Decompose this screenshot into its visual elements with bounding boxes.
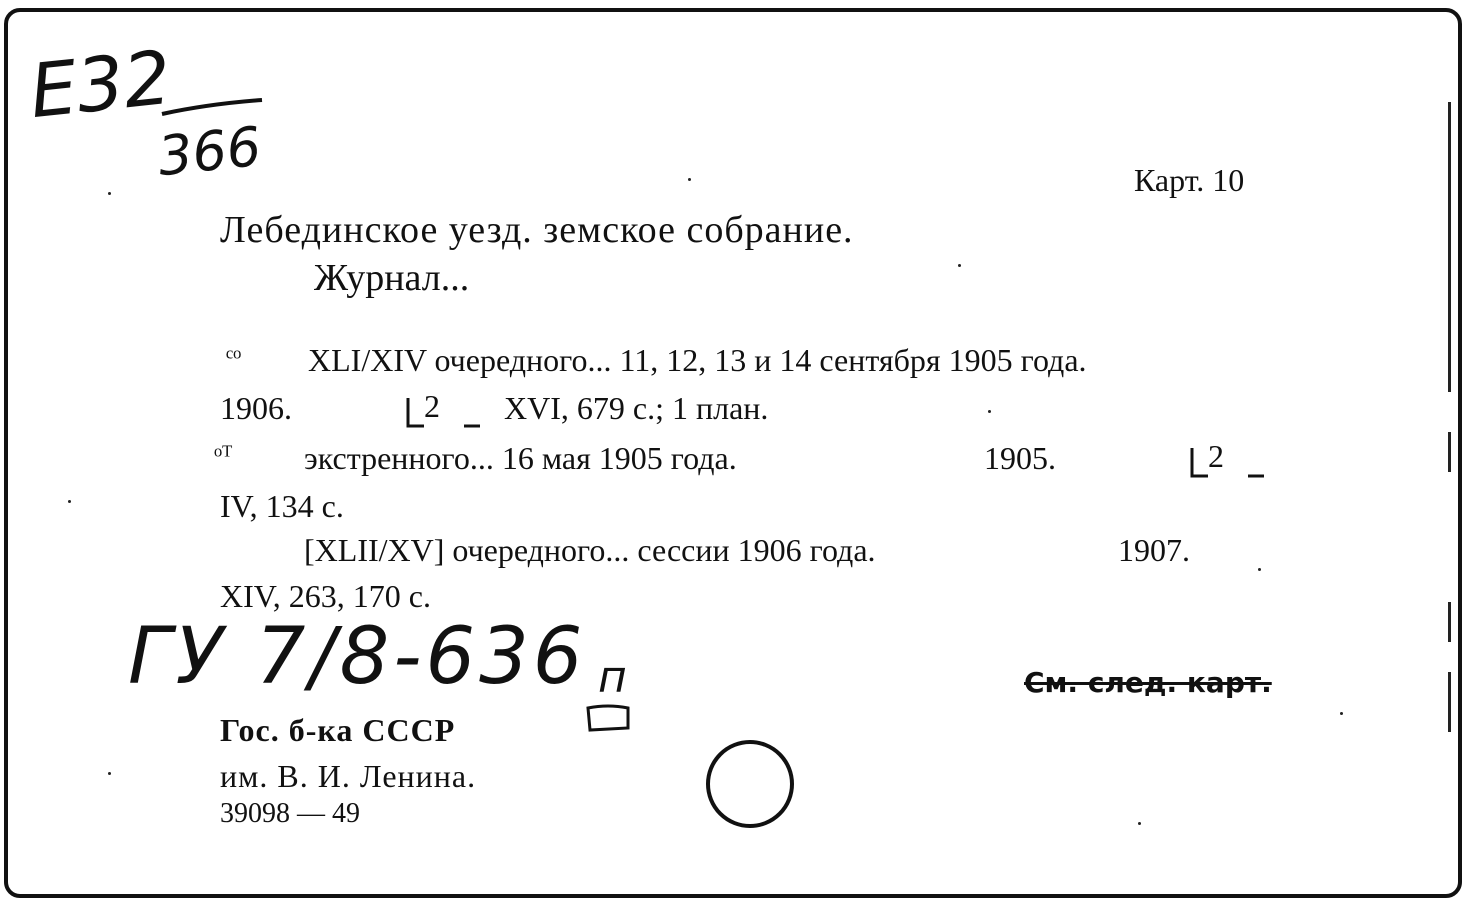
entry-3-year: 1907. [1118, 532, 1190, 568]
handwritten-code: ГУ 7/8-636 [128, 612, 587, 702]
card-number: Карт. 10 [1134, 162, 1245, 198]
punch-hole [706, 740, 794, 828]
library-line-1: Гос. б-ка СССР [220, 712, 456, 748]
subheading: Журнал... [314, 257, 470, 299]
speck [108, 192, 111, 195]
speck [688, 178, 691, 181]
see-next-card: См. след. карт. [1024, 666, 1272, 699]
scan-edge-mark [1448, 432, 1451, 472]
scan-edge-mark [1448, 672, 1451, 732]
entry-2: экстренного... 16 мая 1905 года. [304, 440, 737, 476]
catalog-card [4, 8, 1462, 898]
scan-edge-mark [1448, 602, 1451, 642]
entry-1-pages: XVI, 679 с.; 1 план. [504, 390, 769, 426]
speck [1340, 712, 1343, 715]
entry-3: [XLII/XV] очередного... сессии 1906 года. [304, 532, 876, 568]
entry-2-year: 1905. [984, 440, 1056, 476]
entry-3-pages: XIV, 263, 170 с. [220, 578, 431, 614]
heading: Лебединское уезд. земское собрание. [220, 209, 854, 251]
speck [108, 772, 111, 775]
bracket-mark [1188, 440, 1274, 484]
handwritten-code-suffix: п [598, 652, 627, 703]
library-line-2: им. В. И. Ленина. [220, 758, 477, 794]
scan-edge-mark [1448, 102, 1451, 392]
entry-1-year: 1906. [220, 390, 292, 426]
print-number: 39098 — 49 [220, 798, 360, 829]
bracket-number: 2 [1208, 438, 1224, 474]
bracket-mark [404, 390, 484, 434]
shelfmark-sub: 366 [154, 114, 265, 189]
speck [1138, 822, 1141, 825]
entry-2-pages: IV, 134 с. [220, 488, 344, 524]
entry-1: XLI/XIV очередного... 11, 12, 13 и 14 сентября 1905 года. [308, 342, 1087, 378]
speck [958, 264, 961, 267]
shelfmark: E32 [25, 34, 176, 136]
stamp-mark: ᶜᵒ [226, 342, 242, 373]
stamp-mark: ᵒᵀ [214, 440, 233, 471]
speck [988, 410, 991, 413]
bracket-number: 2 [424, 388, 440, 424]
speck [68, 500, 71, 503]
speck [1258, 568, 1261, 571]
handwritten-box-mark [584, 702, 634, 736]
